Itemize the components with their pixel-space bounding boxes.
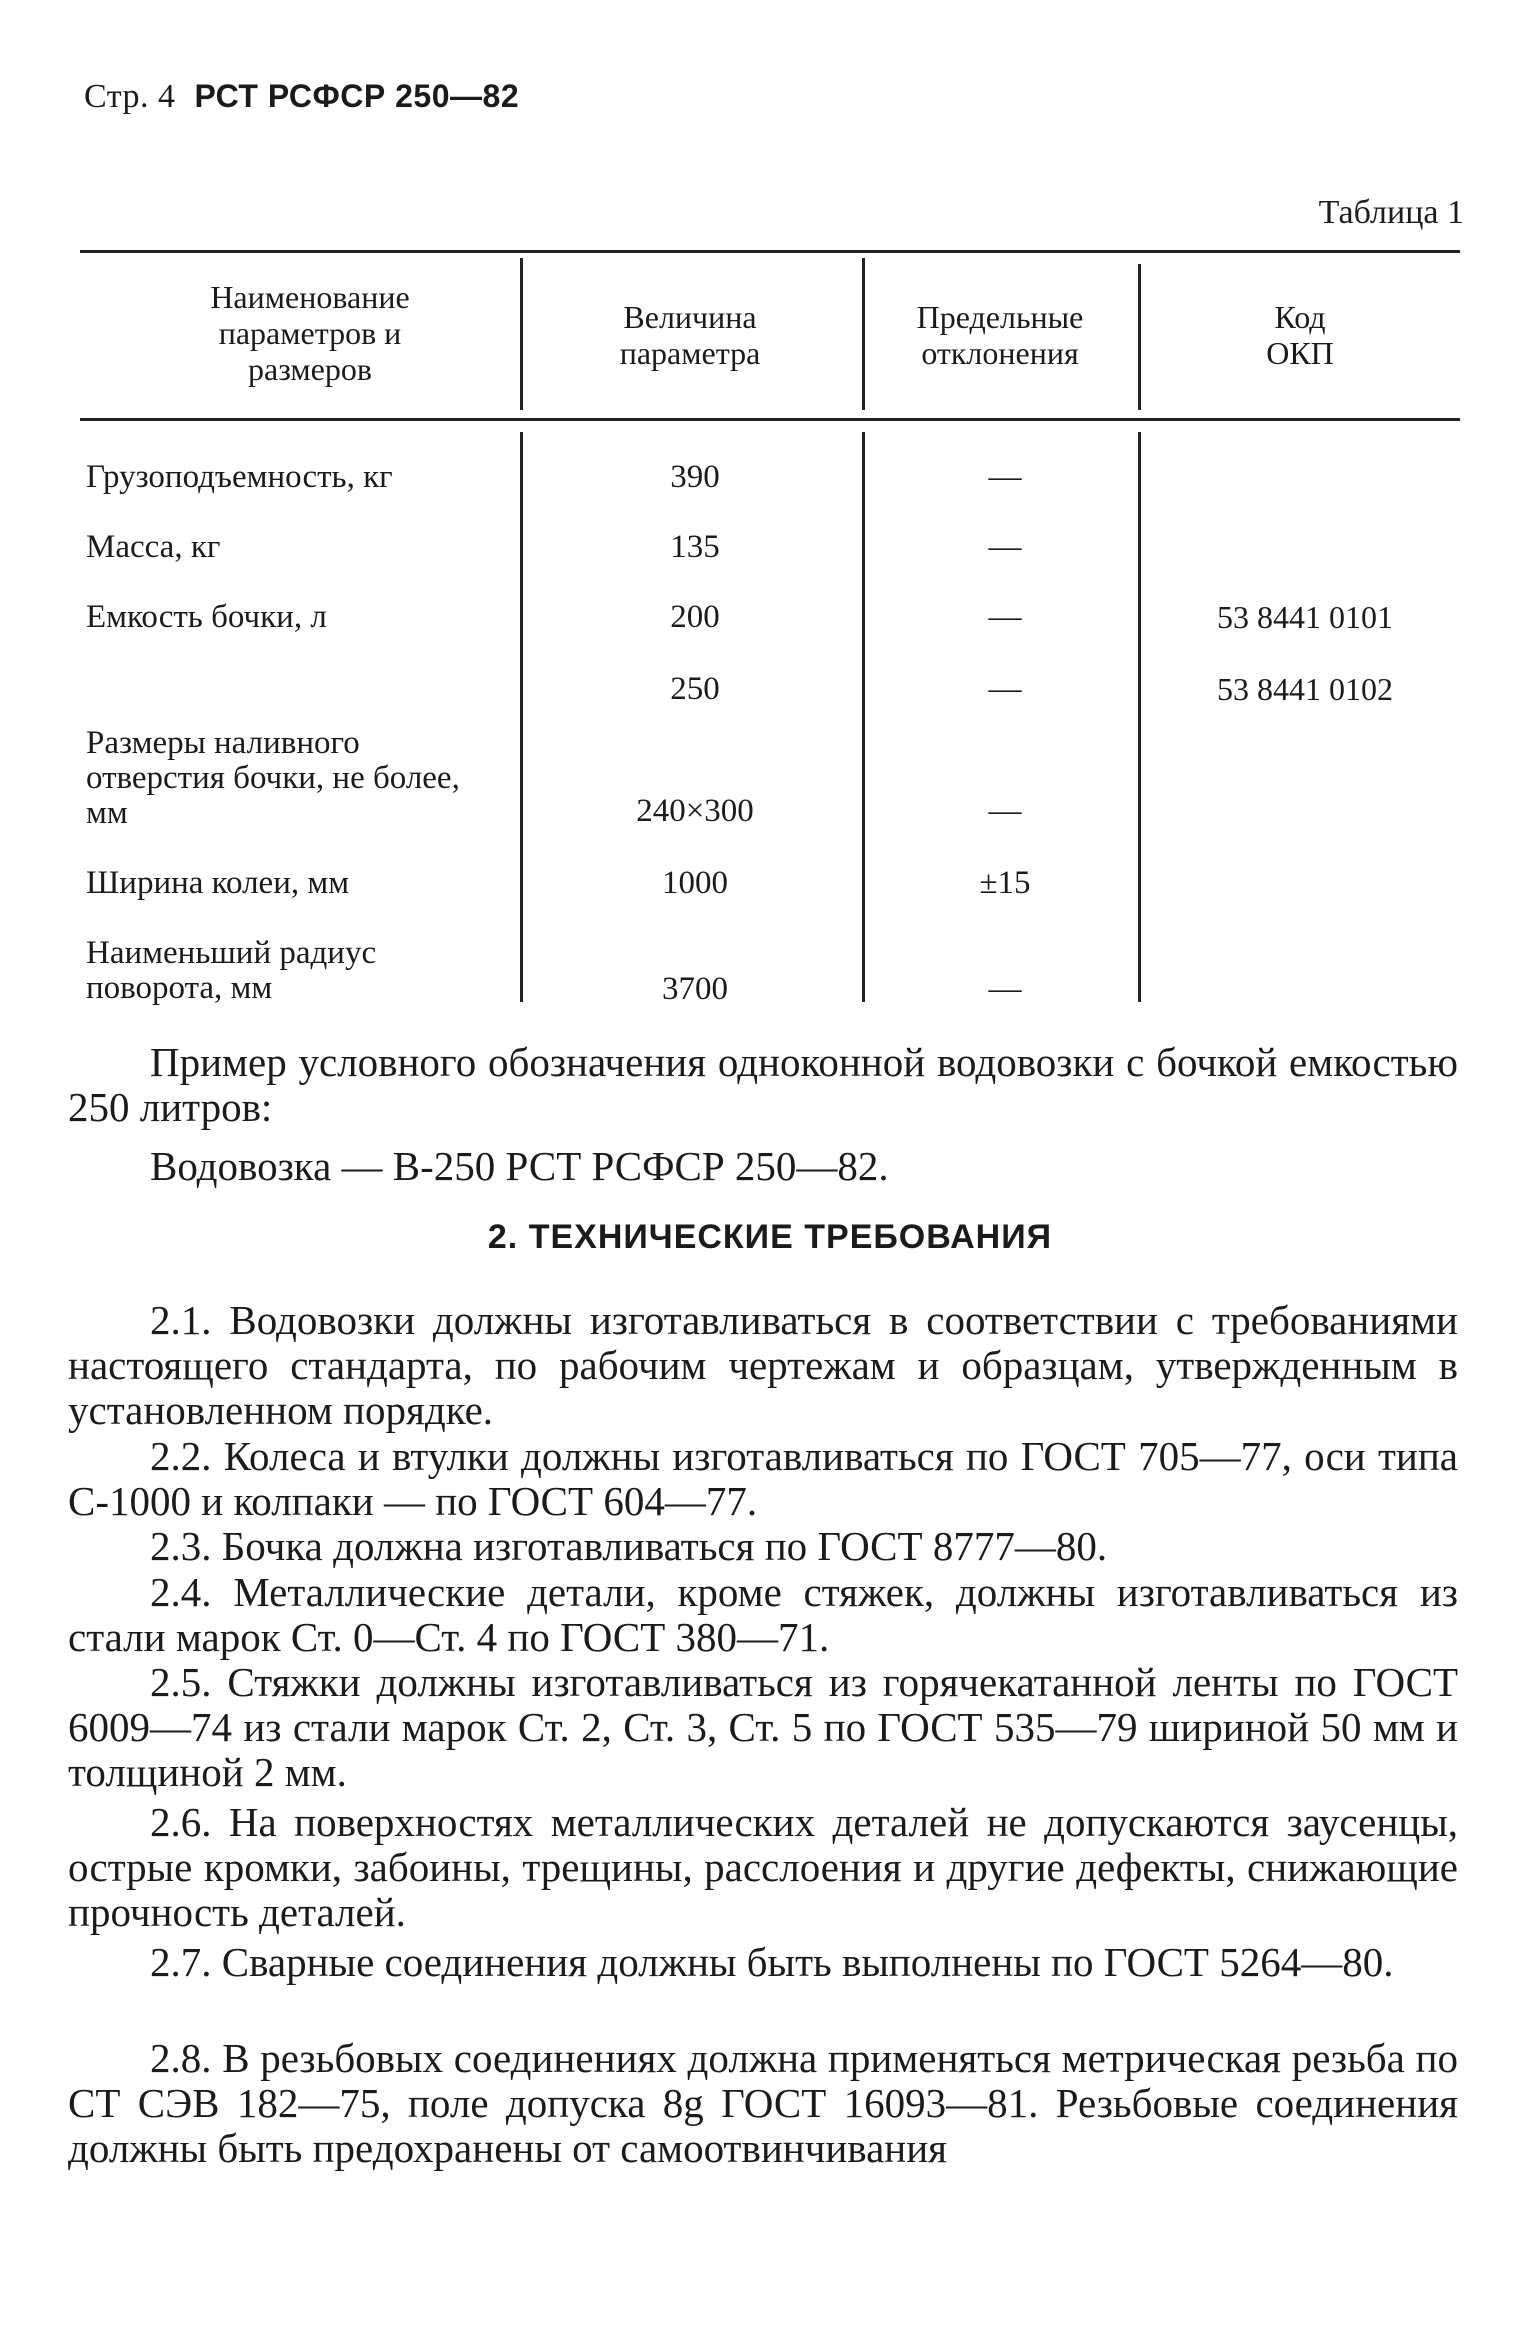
section-title: 2. ТЕХНИЧЕСКИЕ ТРЕБОВАНИЯ <box>487 1218 1053 1256</box>
row-code: 53 8441 0102 <box>1217 671 1393 707</box>
row-name: Размеры наливного отверстия бочки, не более, мм <box>86 725 460 831</box>
example-designation: Водовозка — В-250 РСТ РСФСР 250—82. <box>150 1143 889 1189</box>
row-deviation: — <box>988 671 1022 707</box>
requirement-item: 2.4. Металлические детали, кроме стяжек, должны изготавливаться из стали марок Ст. 0—Ст. 4 по ГОСТ 380—71. <box>68 1569 1458 1660</box>
column-divider <box>520 432 523 1002</box>
row-name: Масса, кг <box>86 529 221 565</box>
page-header <box>84 78 519 116</box>
column-divider <box>520 258 523 410</box>
standard-number: РСТ РСФСР 250—82 <box>194 78 520 114</box>
row-name: Грузоподъемность, кг <box>86 459 393 495</box>
column-header-name: Наименование параметров и размеров <box>210 279 410 387</box>
table-header-rule <box>80 418 1460 421</box>
column-header-value: Величина параметра <box>619 299 761 371</box>
row-deviation: — <box>988 459 1022 495</box>
column-divider <box>862 258 865 410</box>
column-header-deviation: Предельные отклонения <box>916 299 1084 371</box>
requirement-item: 2.2. Колеса и втулки должны изготавливаться по ГОСТ 705—77, оси типа С-1000 и колпаки — по ГОСТ 604—77. <box>68 1433 1458 1524</box>
row-deviation: — <box>988 599 1022 635</box>
row-value: 135 <box>670 529 720 565</box>
row-name: Ширина колеи, мм <box>86 865 350 901</box>
row-value: 3700 <box>662 971 728 1007</box>
row-deviation: — <box>988 529 1022 565</box>
column-divider <box>1138 432 1141 1002</box>
page-number: Стр. 4 <box>84 78 176 115</box>
row-value: 200 <box>670 599 720 635</box>
column-divider <box>1138 264 1141 410</box>
row-value: 1000 <box>662 865 728 901</box>
row-value: 390 <box>670 459 720 495</box>
column-header-code: Код ОКП <box>1266 299 1334 371</box>
requirement-item: 2.8. В резьбовых соединениях должна применяться метрическая резьба по СТ СЭВ 182—75, поле допуска 8g ГОСТ 16093—81. Резьбовые соединения должны быть предохранены от самоотвинчивания <box>68 2035 1458 2171</box>
table-caption: Таблица 1 <box>1318 194 1464 231</box>
row-code: 53 8441 0101 <box>1217 599 1393 635</box>
requirement-item: 2.5. Стяжки должны изготавливаться из горячекатанной ленты по ГОСТ 6009—74 из стали марок Ст. 2, Ст. 3, Ст. 5 по ГОСТ 535—79 шириной 50 мм и толщиной 2 мм. <box>68 1659 1458 1795</box>
row-name: Емкость бочки, л <box>86 599 327 635</box>
row-deviation: — <box>988 793 1022 829</box>
requirement-item: 2.6. На поверхностях металлических деталей не допускаются заусенцы, острые кромки, забоины, трещины, расслоения и другие дефекты, снижающие прочность деталей. <box>68 1799 1458 1935</box>
row-name: Наименьший радиус поворота, мм <box>86 935 377 1006</box>
requirement-item: 2.3. Бочка должна изготавливаться по ГОСТ 8777—80. <box>150 1523 1108 1569</box>
requirement-item: 2.7. Сварные соединения должны быть выполнены по ГОСТ 5264—80. <box>150 1939 1394 1985</box>
example-paragraph: Пример условного обозначения одноконной водовозки с бочкой емкостью 250 литров: <box>68 1039 1458 1130</box>
column-divider <box>862 432 865 1002</box>
row-value: 240×300 <box>636 793 754 829</box>
row-deviation: — <box>988 971 1022 1007</box>
row-deviation: ±15 <box>979 865 1031 901</box>
requirement-item: 2.1. Водовозки должны изготавливаться в соответствии с требованиями настоящего стандарта, по рабочим чертежам и образцам, утвержденным в установленном порядке. <box>68 1297 1458 1433</box>
row-value: 250 <box>670 671 720 707</box>
table-top-rule <box>80 250 1460 253</box>
